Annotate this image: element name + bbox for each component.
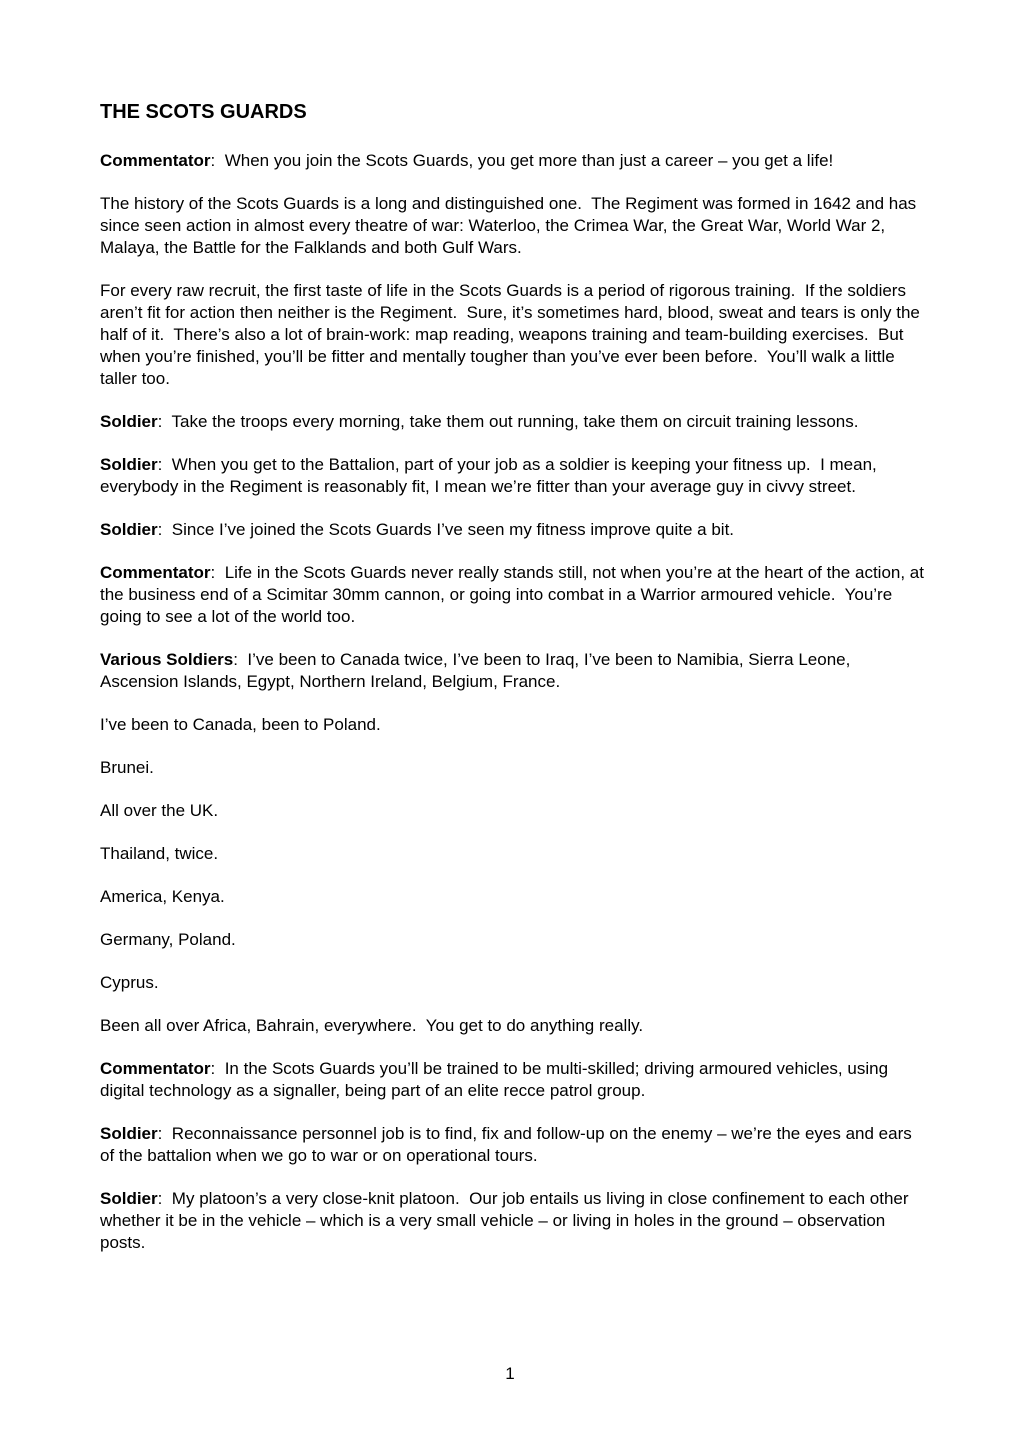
- paragraph: [100, 714, 930, 736]
- paragraph-text: In the Scots Guards you’ll be trained to be multi-skilled; driving armoured vehicles, using digital technology as a signaller, being part of an elite recce patrol group.: [100, 1059, 893, 1100]
- paragraph: [100, 800, 930, 822]
- speaker-separator: :: [157, 520, 163, 539]
- paragraph-text: Take the troops every morning, take them out running, take them on circuit training lessons.: [162, 412, 859, 431]
- speaker-label: Commentator: [100, 1059, 211, 1078]
- speaker-label: Various Soldiers: [100, 650, 234, 669]
- paragraph: [100, 757, 930, 779]
- paragraph: [100, 929, 930, 951]
- speaker-label: Soldier: [100, 412, 158, 431]
- speaker-separator: :: [157, 455, 163, 474]
- speaker-separator: :: [233, 650, 238, 669]
- paragraph-text: When you join the Scots Guards, you get more than just a career – you get a life!: [215, 151, 834, 170]
- paragraph-text: Brunei.: [100, 758, 154, 777]
- speaker-label: Commentator: [100, 563, 211, 582]
- paragraph-text: Reconnaissance personnel job is to find, fix and follow-up on the enemy – we’re the eyes and ears of the battalion when we go to war or on operational tours.: [100, 1124, 917, 1165]
- paragraph-text: I’ve been to Canada twice, I’ve been to Iraq, I’ve been to Namibia, Sierra Leone, Ascension Islands, Egypt, Northern Ireland, Belgium, France.: [100, 650, 855, 691]
- paragraph-text: Life in the Scots Guards never really stands still, not when you’re at the heart of the action, at the business end of a Scimitar 30mm cannon, or going into combat in a Warrior armoured vehicle. You’re going to see a lot of the world too.: [100, 563, 929, 626]
- paragraph-text: When you get to the Battalion, part of your job as a soldier is keeping your fitness up. I mean, everybody in the Regiment is reasonably fit, I mean we’re fitter than your average guy in civvy street.: [100, 455, 882, 496]
- speaker-separator: :: [210, 151, 216, 170]
- paragraph-text: I’ve been to Canada, been to Poland.: [100, 715, 381, 734]
- speaker-label: Commentator: [100, 151, 211, 170]
- page-number: 1: [505, 1364, 515, 1383]
- speaker-separator: :: [157, 1124, 163, 1143]
- paragraph-text: The history of the Scots Guards is a long and distinguished one. The Regiment was formed in 1642 and has since seen action in almost every theatre of war: Waterloo, the Crimea War, the Great War, World War 2, Malaya, the Battle for the Falklands and both Gulf Wars.: [100, 194, 921, 257]
- paragraph: [100, 1188, 930, 1254]
- paragraph-list: [100, 150, 930, 1254]
- paragraph: [100, 972, 930, 994]
- paragraph-text: Been all over Africa, Bahrain, everywhere. You get to do anything really.: [100, 1016, 644, 1035]
- speaker-separator: :: [157, 1189, 163, 1208]
- paragraph-text: My platoon’s a very close-knit platoon. Our job entails us living in close confinement to each other whether it be in the vehicle – which is a very small vehicle – or living in holes in the ground – observation posts.: [100, 1189, 914, 1252]
- paragraph: [100, 411, 930, 433]
- paragraph: [100, 1058, 930, 1102]
- paragraph: [100, 843, 930, 865]
- document-title: THE SCOTS GUARDS: [100, 101, 307, 123]
- paragraph: [100, 649, 930, 693]
- speaker-separator: :: [157, 412, 163, 431]
- paragraph-text: Cyprus.: [100, 973, 159, 992]
- paragraph: [100, 1015, 930, 1037]
- paragraph-text: Since I’ve joined the Scots Guards I’ve seen my fitness improve quite a bit.: [162, 520, 735, 539]
- speaker-separator: :: [210, 1059, 216, 1078]
- paragraph-text: Thailand, twice.: [100, 844, 219, 863]
- speaker-label: Soldier: [100, 455, 158, 474]
- speaker-label: Soldier: [100, 520, 158, 539]
- paragraph: [100, 193, 930, 259]
- paragraph-text: America, Kenya.: [100, 887, 225, 906]
- paragraph-text: Germany, Poland.: [100, 930, 236, 949]
- paragraph-text: All over the UK.: [100, 801, 219, 820]
- speaker-label: Soldier: [100, 1189, 158, 1208]
- paragraph: [100, 519, 930, 541]
- paragraph: [100, 562, 930, 628]
- speaker-separator: :: [210, 563, 216, 582]
- paragraph: [100, 886, 930, 908]
- document-page: [100, 100, 930, 1275]
- paragraph-text: For every raw recruit, the first taste of life in the Scots Guards is a period of rigorous training. If the soldiers aren’t fit for action then neither is the Regiment. Sure, it’s sometimes hard, blood, sweat and tears is only the half of it. There’s also a lot of brain-work: map reading, weapons training and team-building exercises. But when you’re finished, you’ll be fitter and mentally tougher than you’ve ever been before. You’ll walk a little taller too.: [100, 281, 925, 388]
- paragraph: [100, 150, 930, 172]
- paragraph: [100, 280, 930, 390]
- paragraph: [100, 1123, 930, 1167]
- speaker-label: Soldier: [100, 1124, 158, 1143]
- paragraph: [100, 454, 930, 498]
